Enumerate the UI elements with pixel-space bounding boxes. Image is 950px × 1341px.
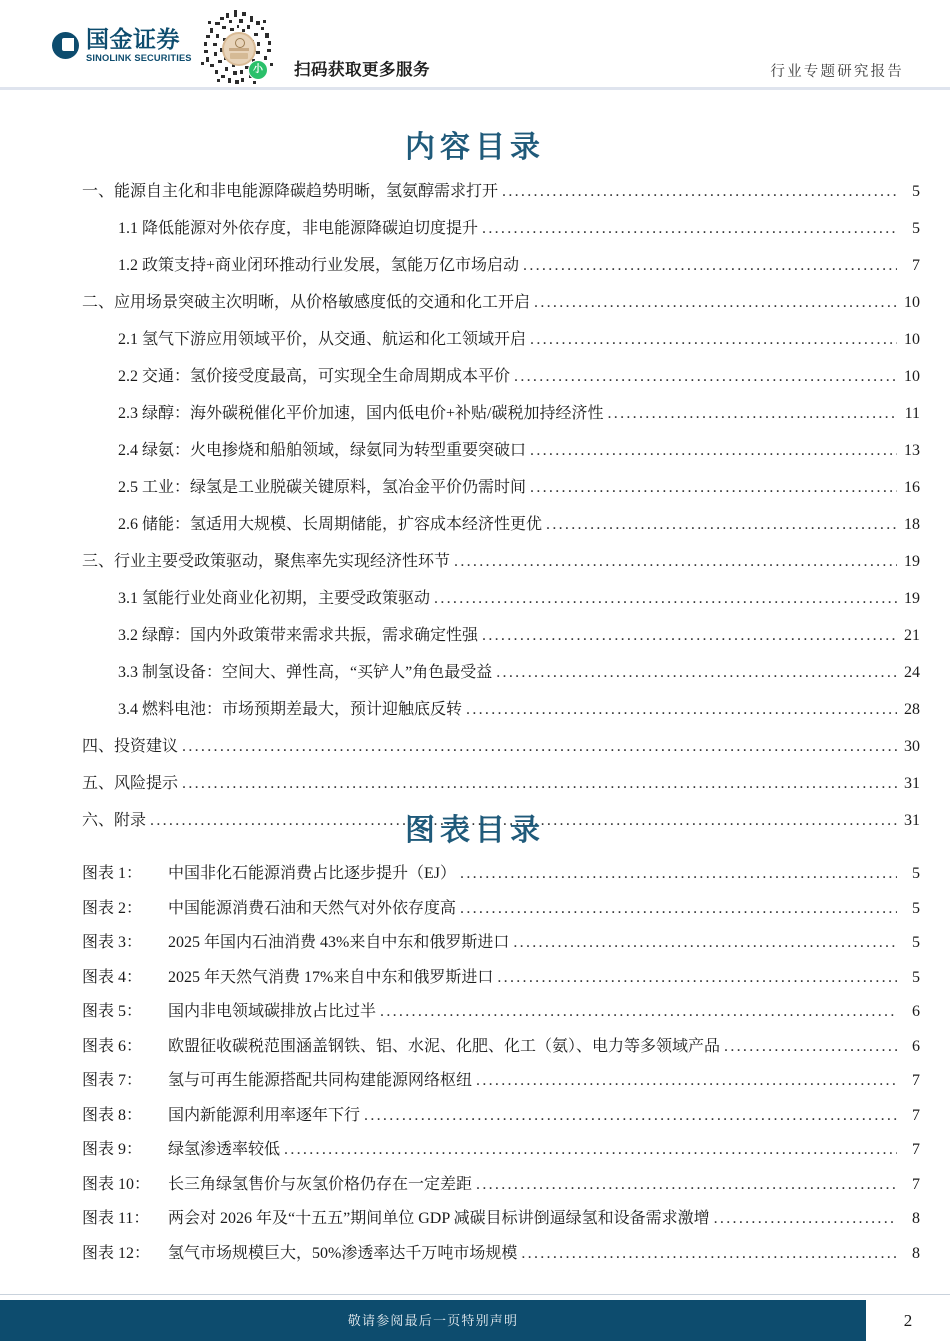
toc-entry[interactable]	[82, 474, 920, 511]
figure-entry-label: 中国能源消费石油和天然气对外依存度高	[168, 899, 457, 917]
footer-disclaimer: 敬请参阅最后一页特别声明	[347, 1313, 519, 1328]
figures-list	[82, 860, 920, 1274]
wechat-miniprogram-icon: 小	[248, 60, 268, 80]
figure-entry-page: 5	[912, 934, 920, 951]
qr-caption: 扫码获取更多服务	[294, 61, 430, 79]
toc-entry-label: 3.4 燃料电池：市场预期差最大，预计迎触底反转	[118, 701, 463, 718]
page-number: 2	[903, 1311, 913, 1330]
toc-entry-label: 1.1 降低能源对外依存度，非电能源降碳迫切度提升	[118, 220, 479, 237]
figure-leader-dots	[714, 1210, 897, 1226]
figure-entry-index: 图表 12：	[82, 1244, 151, 1262]
figure-entry-label: 氢与可再生能源搭配共同构建能源网络枢纽	[168, 1072, 473, 1089]
toc-entry-page: 5	[912, 220, 920, 237]
figure-entry-label: 中国非化石能源消费占比逐步提升（EJ）	[168, 865, 457, 882]
figure-entry-index: 图表 2：	[82, 899, 143, 917]
figure-entry-label: 欧盟征收碳税范围涵盖钢铁、铝、水泥、化肥、化工（氨）、电力等多领域产品	[168, 1037, 721, 1055]
toc-entry-label: 五、风险提示	[82, 775, 179, 792]
toc-entry-page: 5	[912, 183, 920, 200]
figure-entry-page: 5	[912, 899, 920, 917]
toc-entry-page: 21	[904, 627, 920, 644]
toc-leader-dots	[182, 775, 897, 791]
figure-entry-page: 7	[912, 1072, 920, 1089]
figure-entry[interactable]	[82, 895, 920, 930]
company-logo	[52, 28, 192, 63]
toc-entry-label: 1.2 政策支持+商业闭环推动行业发展，氢能万亿市场启动	[118, 257, 520, 274]
toc-leader-dots	[534, 294, 897, 310]
toc-entry[interactable]	[82, 770, 920, 807]
toc-entry[interactable]	[82, 400, 920, 437]
toc-entry-label: 2.3 绿醇：海外碳税催化平价加速，国内低电价+补贴/碳税加持经济性	[118, 405, 604, 422]
toc-entry-page: 13	[904, 442, 920, 459]
toc-entry[interactable]	[82, 548, 920, 585]
toc-entry[interactable]	[82, 511, 920, 548]
toc-leader-dots	[546, 516, 897, 532]
toc-entry-page: 10	[904, 294, 920, 311]
figure-entry-label: 国内新能源利用率逐年下行	[168, 1106, 361, 1124]
figure-entry-index: 图表 3：	[82, 934, 143, 951]
figure-leader-dots	[476, 1072, 897, 1088]
report-type-label: 行业专题研究报告	[770, 64, 904, 80]
figure-entry[interactable]	[82, 1205, 920, 1240]
figure-entry[interactable]	[82, 998, 920, 1033]
toc-entry-label: 2.4 绿氨：火电掺烧和船舶领域，绿氨同为转型重要突破口	[118, 442, 527, 459]
figure-entry-page: 7	[912, 1141, 920, 1158]
toc-entry-label: 六、附录	[82, 812, 147, 829]
figures-heading: 图表目录	[405, 814, 545, 847]
figure-entry-label: 氢气市场规模巨大，50%渗透率达千万吨市场规模	[168, 1244, 518, 1262]
figure-leader-dots	[364, 1107, 897, 1123]
toc-entry-label: 四、投资建议	[82, 738, 179, 755]
figure-entry[interactable]	[82, 1240, 920, 1275]
figure-leader-dots	[513, 934, 897, 950]
qr-code-block[interactable]	[196, 8, 282, 88]
figure-entry[interactable]	[82, 964, 920, 999]
toc-leader-dots	[482, 627, 897, 643]
figure-entry-label: 国内非电领域碳排放占比过半	[168, 1003, 377, 1020]
figure-entry-index: 图表 9：	[82, 1141, 143, 1158]
toc-entry-page: 30	[904, 738, 920, 755]
qr-center-emblem	[222, 32, 256, 66]
toc-entry-page: 31	[904, 812, 920, 829]
toc-entry-page: 10	[904, 368, 920, 385]
toc-leader-dots	[502, 183, 897, 199]
logo-wordmark	[86, 28, 192, 63]
figure-entry[interactable]	[82, 1136, 920, 1171]
toc-leader-dots	[466, 701, 897, 717]
toc-entry-page: 28	[904, 701, 920, 718]
toc-entry[interactable]	[82, 659, 920, 696]
header-divider	[0, 87, 950, 90]
toc-entry[interactable]	[82, 622, 920, 659]
toc-entry-label: 3.1 氢能行业处商业化初期，主要受政策驱动	[118, 590, 431, 607]
figure-leader-dots	[497, 969, 897, 985]
figure-entry-label: 绿氢渗透率较低	[168, 1141, 281, 1158]
toc-entry[interactable]	[82, 585, 920, 622]
figure-entry-index: 图表 10：	[82, 1175, 151, 1193]
toc-leader-dots	[182, 738, 897, 754]
toc-entry[interactable]	[82, 252, 920, 289]
toc-leader-dots	[514, 368, 897, 384]
toc-leader-dots	[496, 664, 897, 680]
toc-entry-page: 10	[904, 331, 920, 348]
figure-entry-index: 图表 5：	[82, 1003, 143, 1020]
figure-entry-label: 两会对 2026 年及“十五五”期间单位 GDP 减碳目标讲倒逼绿氢和设备需求激增	[168, 1210, 710, 1227]
toc-entry-label: 一、能源自主化和非电能源降碳趋势明晰，氢氨醇需求打开	[82, 183, 499, 200]
toc-entry[interactable]	[82, 326, 920, 363]
page-header	[0, 0, 950, 90]
toc-entry[interactable]	[82, 289, 920, 326]
figure-entry-page: 6	[912, 1003, 920, 1020]
figure-leader-dots	[460, 865, 897, 881]
toc-entry-page: 18	[904, 516, 920, 533]
figure-entry-label: 2025 年天然气消费 17%来自中东和俄罗斯进口	[168, 968, 494, 986]
figure-entry[interactable]	[82, 1171, 920, 1206]
toc-entry-label: 3.2 绿醇：国内外政策带来需求共振，需求确定性强	[118, 627, 479, 644]
toc-entry-label: 2.6 储能：氢适用大规模、长周期储能，扩容成本经济性更优	[118, 516, 543, 533]
figure-entry[interactable]	[82, 1033, 920, 1068]
figure-leader-dots	[521, 1245, 897, 1261]
toc-leader-dots	[523, 257, 897, 273]
figure-leader-dots	[460, 900, 897, 916]
toc-entry-label: 二、应用场景突破主次明晰，从价格敏感度低的交通和化工开启	[82, 294, 531, 311]
figure-entry-index: 图表 8：	[82, 1106, 143, 1124]
toc-entry-page: 16	[904, 479, 920, 496]
figure-entry[interactable]	[82, 929, 920, 964]
toc-leader-dots	[607, 405, 897, 421]
page-footer	[0, 1300, 950, 1341]
toc-entry-label: 2.5 工业：绿氢是工业脱碳关键原料，氢冶金平价仍需时间	[118, 479, 527, 496]
footer-divider	[0, 1294, 950, 1295]
toc-entry-label: 2.2 交通：氢价接受度最高，可实现全生命周期成本平价	[118, 368, 511, 385]
figure-entry-page: 6	[912, 1037, 920, 1055]
toc-entry[interactable]	[82, 696, 920, 733]
toc-leader-dots	[530, 331, 897, 347]
toc-entry-label: 2.1 氢气下游应用领域平价，从交通、航运和化工领域开启	[118, 331, 527, 348]
sinolink-logo-icon	[52, 32, 79, 59]
logo-chinese-name: 国金证券	[86, 26, 180, 52]
logo-english-name: SINOLINK SECURITIES	[86, 53, 192, 63]
figure-entry-index: 图表 4：	[82, 968, 143, 986]
figure-entry-index: 图表 6：	[82, 1037, 143, 1055]
figure-entry-page: 7	[912, 1175, 920, 1193]
toc-entry-page: 24	[904, 664, 920, 681]
toc-entry-label: 三、行业主要受政策驱动，聚焦率先实现经济性环节	[82, 553, 451, 570]
contents-list	[82, 178, 920, 844]
figure-entry-index: 图表 1：	[82, 865, 143, 882]
figure-entry-label: 2025 年国内石油消费 43%来自中东和俄罗斯进口	[168, 934, 510, 951]
toc-entry[interactable]	[82, 215, 920, 252]
toc-entry-page: 19	[904, 553, 920, 570]
figure-entry-index: 图表 11：	[82, 1210, 150, 1227]
toc-entry-page: 19	[904, 590, 920, 607]
toc-entry-page: 7	[912, 257, 920, 274]
figure-leader-dots	[380, 1003, 897, 1019]
figure-entry-label: 长三角绿氢售价与灰氢价格仍存在一定差距	[168, 1175, 473, 1193]
figure-entry-page: 5	[912, 968, 920, 986]
toc-entry-page: 11	[904, 405, 920, 422]
figure-entry-page: 8	[912, 1210, 920, 1227]
figure-leader-dots	[476, 1176, 897, 1192]
figure-entry[interactable]	[82, 860, 920, 895]
contents-heading: 内容目录	[405, 131, 545, 164]
toc-leader-dots	[434, 590, 897, 606]
toc-leader-dots	[530, 442, 897, 458]
figure-entry[interactable]	[82, 1067, 920, 1102]
figure-entry[interactable]	[82, 1102, 920, 1137]
figure-entry-page: 7	[912, 1106, 920, 1124]
toc-entry[interactable]	[82, 437, 920, 474]
figure-leader-dots	[724, 1038, 897, 1054]
figure-entry-page: 8	[912, 1244, 920, 1262]
toc-leader-dots	[482, 220, 897, 236]
toc-leader-dots	[530, 479, 897, 495]
toc-entry-label: 3.3 制氢设备：空间大、弹性高，“买铲人”角色最受益	[118, 664, 493, 681]
toc-entry[interactable]	[82, 178, 920, 215]
toc-entry[interactable]	[82, 363, 920, 400]
figure-entry-index: 图表 7：	[82, 1072, 143, 1089]
header-inner	[0, 0, 950, 88]
toc-entry-page: 31	[904, 775, 920, 792]
figure-leader-dots	[284, 1141, 897, 1157]
toc-entry[interactable]	[82, 733, 920, 770]
toc-leader-dots	[454, 553, 897, 569]
figure-entry-page: 5	[912, 865, 920, 882]
